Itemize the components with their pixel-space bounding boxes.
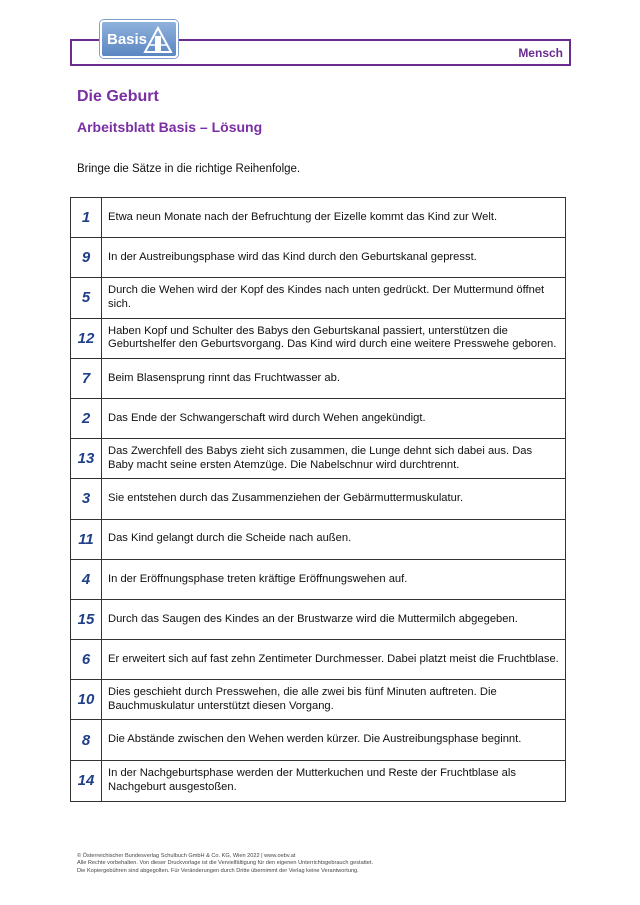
logo-text: Basis bbox=[107, 30, 148, 48]
footer-line: Alle Rechte vorbehalten. Von dieser Druckvorlage ist die Vervielfältigung für den eigenen Unterrichtsgebrauch gestattet. bbox=[77, 860, 374, 867]
sentence-text: Das Zwerchfell des Babys zieht sich zusammen, die Lunge dehnt sich dabei aus. Das Baby macht seine ersten Atemzüge. Die Nabelschnur wird durchtrennt. bbox=[108, 445, 533, 471]
order-number: 15 bbox=[71, 600, 102, 639]
table-row bbox=[71, 640, 565, 680]
order-number: 11 bbox=[71, 520, 102, 559]
sentence-text: Durch die Wehen wird der Kopf des Kindes nach unten gedrückt. Der Muttermund öffnet sich. bbox=[108, 284, 545, 310]
table-row bbox=[71, 238, 565, 278]
copyright-footer bbox=[77, 853, 557, 875]
table-row bbox=[71, 399, 565, 439]
order-number: 2 bbox=[71, 399, 102, 438]
table-row bbox=[71, 720, 565, 760]
page-subtitle: Arbeitsblatt Basis – Lösung bbox=[77, 119, 263, 135]
table-row bbox=[71, 680, 565, 720]
sentence-text: Durch das Saugen des Kindes an der Brustwarze wird die Muttermilch abgegeben. bbox=[108, 612, 518, 625]
pyramid-logo-icon bbox=[143, 25, 173, 55]
order-number: 12 bbox=[71, 319, 102, 358]
order-number: 1 bbox=[71, 198, 102, 237]
table-row bbox=[71, 359, 565, 399]
sentence-text: Sie entstehen durch das Zusammenziehen der Gebärmuttermuskulatur. bbox=[108, 492, 464, 505]
order-number: 8 bbox=[71, 720, 102, 759]
order-number: 10 bbox=[71, 680, 102, 719]
section-label: Mensch bbox=[518, 46, 563, 60]
table-row bbox=[71, 761, 565, 801]
order-number: 4 bbox=[71, 560, 102, 599]
order-number: 14 bbox=[71, 761, 102, 801]
table-row bbox=[71, 560, 565, 600]
order-number: 5 bbox=[71, 278, 102, 317]
order-number: 3 bbox=[71, 479, 102, 518]
sentence-text: Dies geschieht durch Presswehen, die alle zwei bis fünf Minuten auftreten. Die Bauchmuskulatur unterstützt diesen Vorgang. bbox=[108, 686, 497, 712]
table-row bbox=[71, 278, 565, 318]
footer-line: © Österreichischer Bundesverlag Schulbuch GmbH & Co. KG, Wien 2022 | www.oebv.at bbox=[77, 853, 296, 859]
table-row bbox=[71, 439, 565, 479]
sentence-text: In der Eröffnungsphase treten kräftige Eröffnungswehen auf. bbox=[108, 572, 408, 585]
order-number: 7 bbox=[71, 359, 102, 398]
order-number: 6 bbox=[71, 640, 102, 679]
publisher-logo bbox=[100, 20, 178, 58]
order-number: 13 bbox=[71, 439, 102, 478]
instruction-text: Bringe die Sätze in die richtige Reihenfolge. bbox=[77, 163, 301, 175]
sentence-text: Er erweitert sich auf fast zehn Zentimeter Durchmesser. Dabei platzt meist die Fruchtblase. bbox=[108, 652, 559, 665]
sentence-text: Das Kind gelangt durch die Scheide nach außen. bbox=[108, 532, 352, 545]
sentence-text: Etwa neun Monate nach der Befruchtung der Eizelle kommt das Kind zur Welt. bbox=[108, 210, 498, 223]
table-row bbox=[71, 520, 565, 560]
table-row bbox=[71, 198, 565, 238]
page-title: Die Geburt bbox=[77, 88, 159, 105]
sentence-text: Haben Kopf und Schulter des Babys den Geburtskanal passiert, unterstützen die Geburtshelfer den Geburtsvorgang. Das Kind wird durch eine weitere Presswehe geboren. bbox=[108, 324, 557, 351]
sentence-text: In der Nachgeburtsphase werden der Mutterkuchen und Reste der Fruchtblase als Nachgeburt ausgestoßen. bbox=[108, 767, 516, 793]
table-row bbox=[71, 319, 565, 359]
sentence-text: Das Ende der Schwangerschaft wird durch Wehen angekündigt. bbox=[108, 411, 426, 424]
table-row bbox=[71, 600, 565, 640]
sentence-text: Beim Blasensprung rinnt das Fruchtwasser ab. bbox=[108, 371, 340, 384]
table-row bbox=[71, 479, 565, 519]
sentence-text: Die Abstände zwischen den Wehen werden kürzer. Die Austreibungsphase beginnt. bbox=[108, 733, 522, 746]
sentence-text: In der Austreibungsphase wird das Kind durch den Geburtskanal gepresst. bbox=[108, 251, 477, 264]
footer-line: Die Kopiergebühren sind abgegolten. Für Veränderungen durch Dritte übernimmt der Verlag keine Verantwortung. bbox=[77, 867, 359, 874]
sentence-order-table bbox=[70, 197, 566, 802]
order-number: 9 bbox=[71, 238, 102, 277]
